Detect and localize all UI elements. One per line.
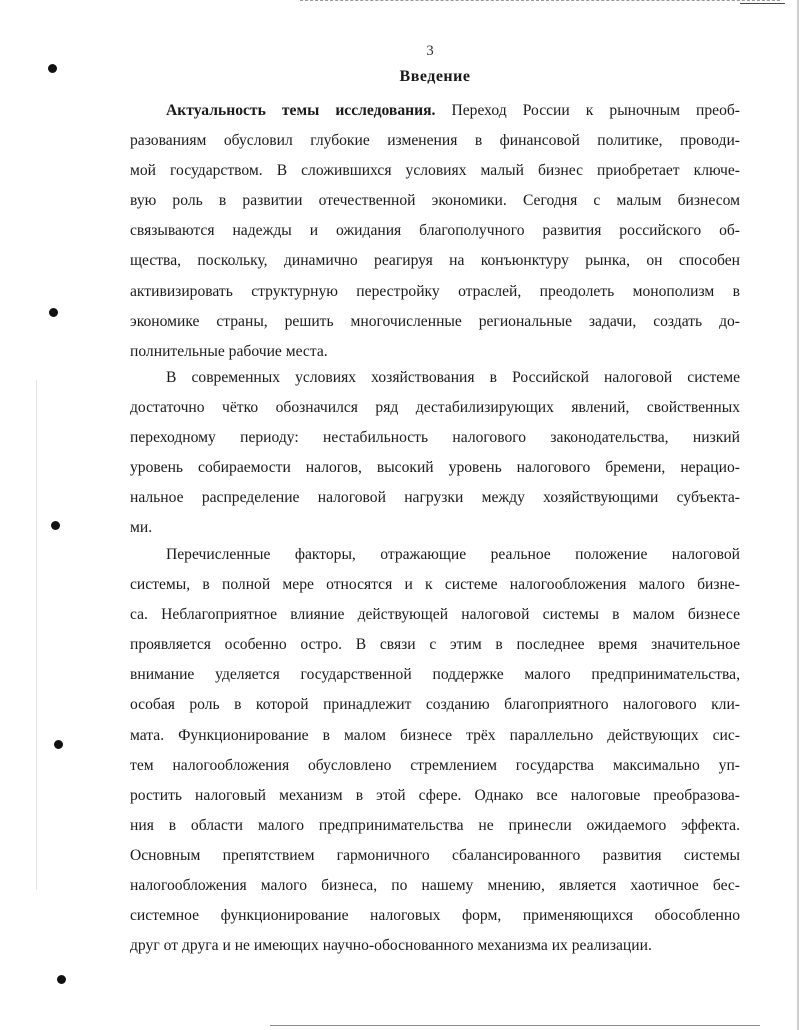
paragraph-line: особая роль в которой принадлежит созданию благоприятного налогового кли-: [130, 696, 740, 714]
paragraph-factors: [130, 540, 740, 961]
scan-bottom-edge: [270, 1025, 760, 1026]
paragraph-line: налогообложения малого бизнеса, по нашему мнению, является хаотичное бес-: [130, 877, 740, 895]
paragraph-line: экономике страны, решить многочисленные региональные задачи, создать до-: [130, 312, 740, 330]
paragraph-line: проявляется особенно остро. В связи с этим в последнее время значительное: [130, 636, 740, 654]
paragraph-line: мата. Функционирование в малом бизнесе трёх параллельно действующих сис-: [130, 726, 740, 744]
paragraph-line: щества, поскольку, динамично реагируя на конъюнктуру рынка, он способен: [130, 252, 740, 270]
paragraph-line: ростить налоговый механизм в этой сфере. Однако все налоговые преобразова-: [130, 786, 740, 804]
paragraph-line: Основным препятствием гармоничного сбалансированного развития системы: [130, 846, 740, 864]
paragraph-line: активизировать структурную перестройку отраслей, преодолеть монополизм в: [130, 282, 740, 300]
paragraph-line: тем налогообложения обусловлено стремлением государства максимально уп-: [130, 756, 740, 774]
paragraph-line: полнительные рабочие места.: [130, 342, 328, 360]
binder-hole-icon: [49, 308, 58, 317]
paragraph-line: системное функционирование налоговых форм, применяющихся обособленно: [130, 907, 740, 925]
paragraph-line: связываются надежды и ожидания благополучного развития российского об-: [130, 222, 740, 240]
paragraph-line: са. Неблагоприятное влияние действующей налоговой системы в малом бизнесе: [130, 606, 740, 624]
paragraph-tax-system: [130, 363, 740, 544]
lead-heading: Актуальность темы исследования.: [166, 102, 436, 119]
paragraph-line: вую роль в развитии отечественной экономики. Сегодня с малым бизнесом: [130, 192, 740, 210]
binder-hole-icon: [51, 521, 60, 530]
paragraph-line: переходному периоду: нестабильность налогового законодательства, низкий: [130, 429, 740, 447]
paragraph-relevance: [130, 96, 740, 367]
paragraph-line: ния в области малого предпринимательства не принесли ожидаемого эффекта.: [130, 816, 740, 834]
binder-hole-icon: [57, 975, 66, 984]
paragraph-line: ми.: [130, 519, 153, 537]
paragraph-line: друг от друга и не имеющих научно-обоснованного механизма их реализации.: [130, 937, 652, 955]
scan-margin-shadow: [36, 380, 37, 890]
page-title: Введение: [399, 68, 471, 85]
scan-top-corner-mark: [740, 3, 785, 4]
binder-hole-icon: [54, 740, 63, 749]
paragraph-line: нальное распределение налоговой нагрузки между хозяйствующими субъекта-: [130, 489, 740, 507]
paragraph-line: системы, в полной мере относятся и к системе налогообложения малого бизне-: [130, 576, 740, 594]
binder-hole-icon: [48, 64, 57, 73]
lead-line-rest: Переход России к рыночным преоб-: [435, 102, 740, 119]
paragraph-line: разованиям обусловил глубокие изменения в финансовой политике, проводи-: [130, 132, 740, 150]
paragraph-line: [130, 96, 740, 126]
paragraph-line: достаточно чётко обозначился ряд дестабилизирующих явлений, свойственных: [130, 399, 740, 417]
page-number: 3: [426, 43, 434, 59]
paragraph-line: Перечисленные факторы, отражающие реальное положение налоговой: [166, 546, 740, 563]
paragraph-line: мой государством. В сложившихся условиях малый бизнес приобретает ключе-: [130, 162, 740, 180]
paragraph-line: уровень собираемости налогов, высокий уровень налогового бремени, нерацио-: [130, 459, 740, 477]
paragraph-line: внимание уделяется государственной поддержке малого предпринимательства,: [130, 666, 740, 684]
scan-top-edge: [300, 0, 780, 1]
paragraph-line: В современных условиях хозяйствования в Российской налоговой системе: [166, 369, 740, 386]
